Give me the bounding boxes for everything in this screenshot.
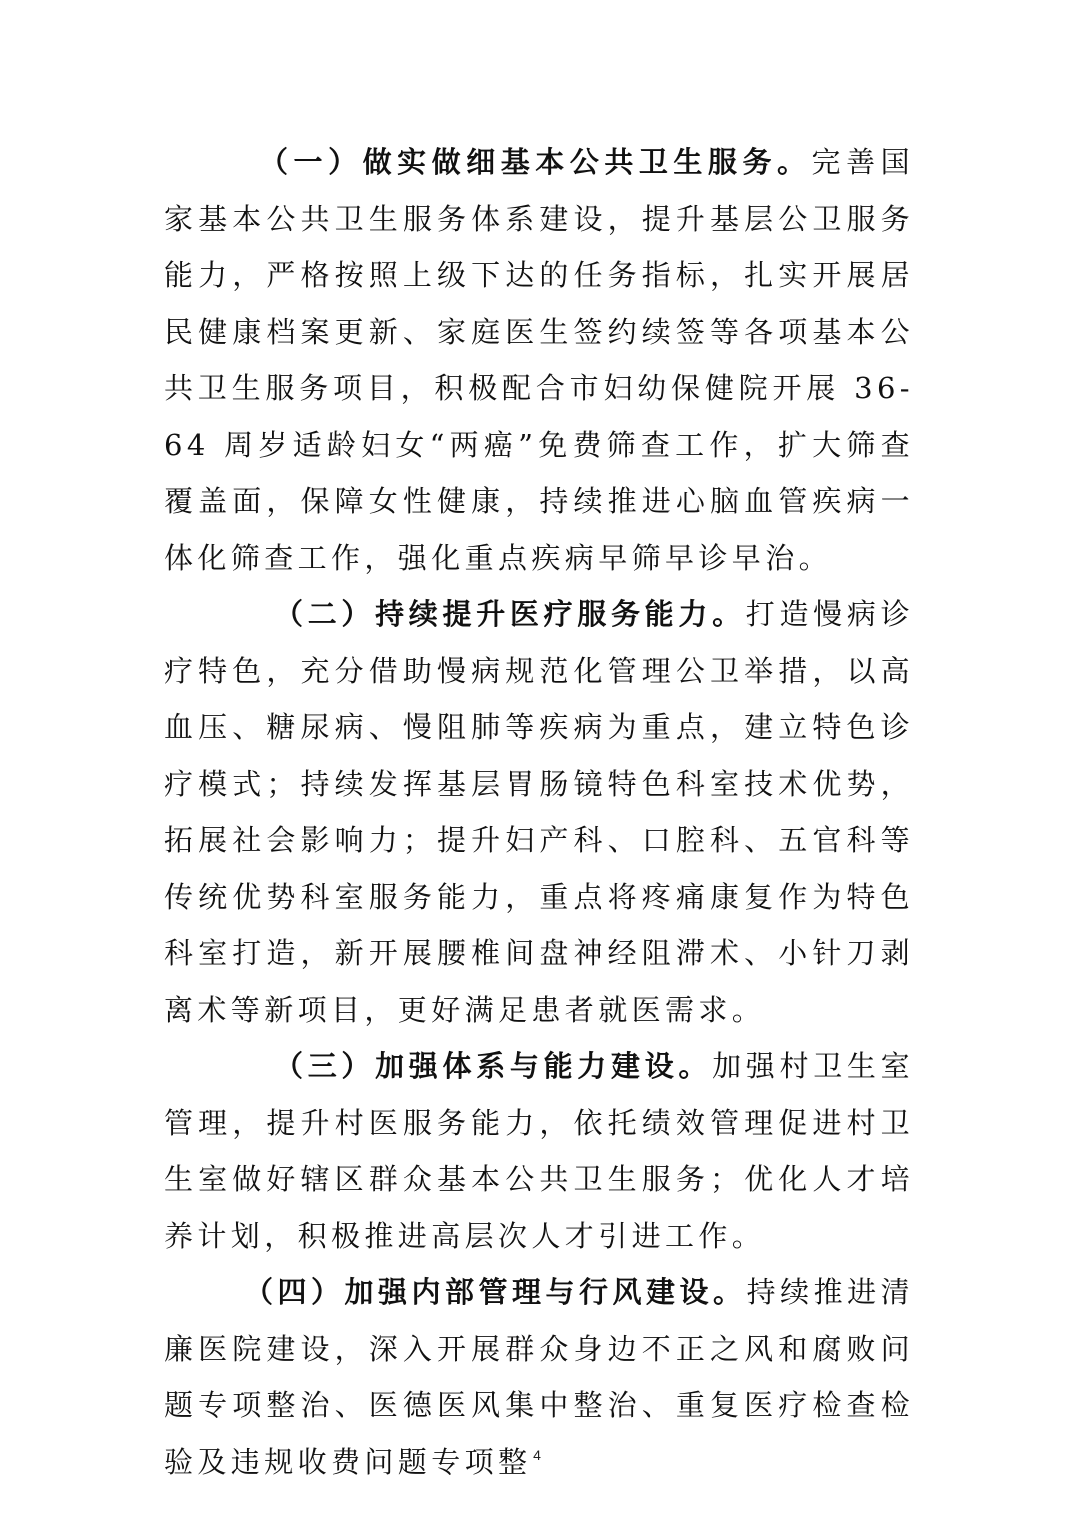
paragraph-basic-public-health (164, 134, 914, 586)
paragraph-system-capacity (164, 1038, 914, 1264)
page-number: 4 (533, 1447, 541, 1463)
paragraph-heading: （三）加强体系与能力建设。 (274, 1049, 713, 1083)
paragraph-heading: （一）做实做细基本公共卫生服务。 (259, 145, 812, 179)
paragraph-text: 完善国家基本公共卫生服务体系建设，提升基层公卫服务能力，严格按照上级下达的任务指标，扎实开展居民健康档案更新、家庭医生签约续签等各项基本公共卫生服务项目，积极配合市妇幼保健院开展 36-64 周岁适龄妇女“两癌”免费筛查工作，扩大筛查覆盖面，保障女性健康，持续推进心脑血管疾病一体化筛查工作，强化重点疾病早筛早诊早治。 (164, 145, 914, 575)
paragraph-heading: （四）加强内部管理与行风建设。 (244, 1275, 747, 1309)
paragraph-text: 加强村卫生室管理，提升村医服务能力，依托绩效管理促进村卫生室做好辖区群众基本公共卫生服务；优化人才培养计划，积极推进高层次人才引进工作。 (164, 1049, 914, 1253)
document-body (164, 134, 914, 1490)
paragraph-heading: （二）持续提升医疗服务能力。 (274, 597, 746, 631)
paragraph-medical-service (164, 586, 914, 1038)
paragraph-text: 打造慢病诊疗特色，充分借助慢病规范化管理公卫举措，以高血压、糖尿病、慢阻肺等疾病为重点，建立特色诊疗模式；持续发挥基层胃肠镜特色科室技术优势，拓展社会影响力；提升妇产科、口腔科、五官科等传统优势科室服务能力，重点将疼痛康复作为特色科室打造，新开展腰椎间盘神经阻滞术、小针刀剥离术等新项目，更好满足患者就医需求。 (164, 597, 914, 1027)
paragraph-text: 持续推进清廉医院建设，深入开展群众身边不正之风和腐败问题专项整治、医德医风集中整治、重复医疗检查检验及违规收费问题专项整 (164, 1275, 914, 1479)
